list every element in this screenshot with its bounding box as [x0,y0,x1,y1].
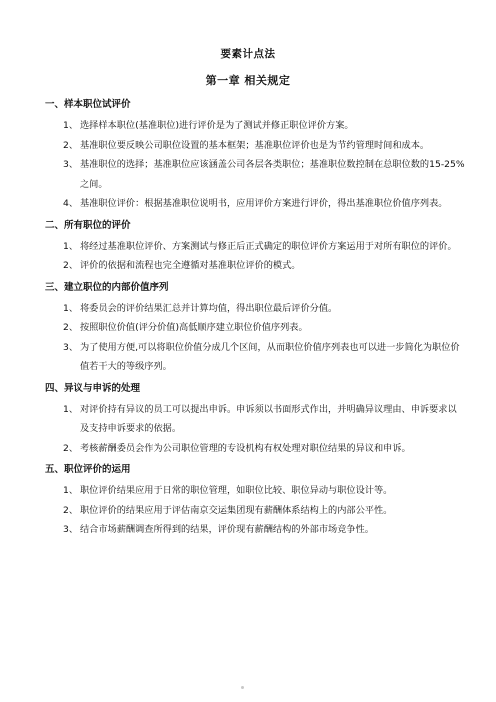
list-item [45,256,465,276]
section-application [45,461,465,540]
item-number: 2、 [63,322,79,333]
list-item [45,338,465,377]
item-number: 3、 [63,159,79,170]
item-number: 2、 [63,442,79,454]
list-item [45,194,465,214]
document-title: 要素计点法 [220,48,276,60]
item-text: 为了使用方便,可以将职位价值分成几个区间，从而职位价值序列表也可以进一步简化为职位价值若干大的等级序列。 [80,341,460,372]
section-sample-evaluation [45,96,465,214]
list-item [45,481,465,501]
chapter-title: 第一章 相关规定 [205,74,291,87]
item-text: 结合市场薪酬调查所得到的结果，评价现有薪酬结构的外部市场竞争性。 [80,524,374,535]
item-number: 1、 [63,302,79,314]
item-text: 对评价持有异议的员工可以提出申诉。申诉须以书面形式作出，并明确异议理由、申诉要求以及支持申诉要求的依据。 [80,403,457,434]
item-number: 1、 [63,485,79,496]
list-item [45,136,465,156]
section-heading: 一、样本职位试评价 [45,99,131,110]
item-text: 基准职位评价：根据基准职位说明书，应用评价方案进行评价，得出基准职位价值序列表。 [80,198,448,209]
list-item [45,237,465,257]
item-text: 职位评价结果应用于日常的职位管理，如职位比较、职位异动与职位设计等。 [80,485,393,496]
section-value-sequence [45,279,465,377]
item-text: 考核薪酬委员会作为公司职位管理的专设机构有权处理对职位结果的异议和申诉。 [80,442,411,454]
item-text: 评价的依据和流程也完全遵循对基准职位评价的模式。 [80,260,301,271]
item-number: 1、 [63,240,79,252]
list-item [45,439,465,459]
item-text: 将经过基准职位评价、方案测试与修正后正式确定的职位评价方案运用于对所有职位的评价。 [80,240,457,252]
list-item [45,318,465,338]
item-number: 2、 [63,260,79,271]
item-number: 1、 [63,120,79,131]
section-heading: 二、所有职位的评价 [45,219,131,231]
item-number: 4、 [63,198,79,209]
list-item [45,116,465,136]
item-number: 3、 [63,524,79,535]
list-item [45,299,465,319]
section-all-positions [45,217,465,276]
item-number: 2、 [63,504,79,516]
list-item [45,155,465,194]
list-item [45,520,465,540]
page-dot [241,686,244,689]
item-text: 按照职位价值(评分价值)高低顺序建立职位价值序列表。 [80,322,308,333]
list-item [45,400,465,439]
item-text: 职位评价的结果应用于评估南京交运集团现有薪酬体系结构上的内部公平性。 [80,504,393,516]
item-text: 基准职位要反映公司职位设置的基本框架；基准职位评价也是为节约管理时间和成本。 [80,139,430,151]
item-text: 基准职位的选择；基准职位应该涵盖公司各层各类职位；基准职位数控制在总职位数的15-25%之间。 [80,159,465,190]
section-heading: 三、建立职位的内部价值序列 [45,281,169,293]
item-text: 将委员会的评价结果汇总并计算均值，得出职位最后评价分值。 [80,302,338,314]
item-text: 选择样本职位(基准职位)进行评价是为了测试并修正职位评价方案。 [80,120,354,131]
section-heading: 五、职位评价的运用 [45,464,131,475]
item-number: 1、 [63,403,79,415]
section-heading: 四、异议与申诉的处理 [45,382,141,394]
item-number: 2、 [63,139,79,151]
item-number: 3、 [63,341,79,353]
list-item [45,501,465,521]
document-body [45,96,465,540]
section-appeals [45,380,465,459]
